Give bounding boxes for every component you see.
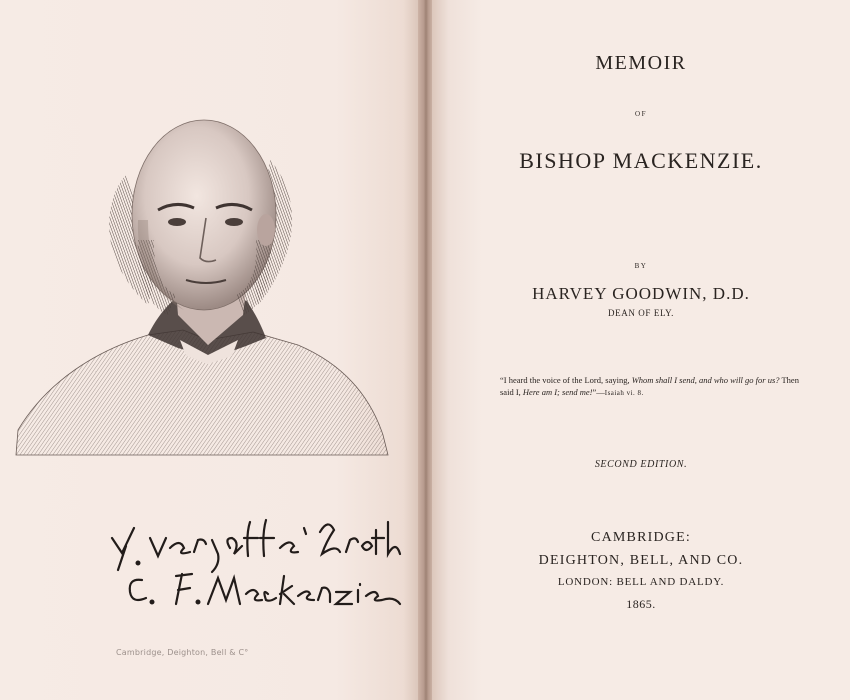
edition: SECOND EDITION. — [594, 459, 688, 470]
epigraph-text: Then said I, — [500, 375, 799, 397]
epigraph-text: “I heard the voice of the Lord, saying, — [500, 375, 632, 385]
epigraph-text: ”— — [592, 387, 605, 397]
epigraph-answer: Here am I; send me! — [522, 387, 593, 397]
engraved-portrait — [8, 100, 398, 470]
handwritten-signature — [100, 508, 410, 628]
book-title: MEMOIR — [595, 52, 687, 74]
epigraph-source: Isaiah vi. 8. — [604, 389, 644, 397]
title-of: OF — [635, 110, 647, 118]
book-subject: BISHOP MACKENZIE. — [519, 148, 763, 173]
publication-year: 1865. — [626, 597, 656, 611]
publisher: DEIGHTON, BELL, AND CO. — [538, 553, 744, 568]
title-page — [432, 0, 850, 700]
author-name: HARVEY GOODWIN, D.D. — [532, 284, 750, 303]
epigraph-question: Whom shall I send, and who will go for us? — [631, 375, 780, 385]
title-by: BY — [634, 262, 648, 270]
plate-imprint: Cambridge, Deighton, Bell & C° — [116, 648, 249, 657]
imprint-city: CAMBRIDGE: — [591, 530, 691, 545]
epigraph — [500, 374, 800, 399]
author-title: DEAN OF ELY. — [608, 308, 674, 318]
london-imprint: LONDON: BELL AND DALDY. — [557, 576, 725, 588]
